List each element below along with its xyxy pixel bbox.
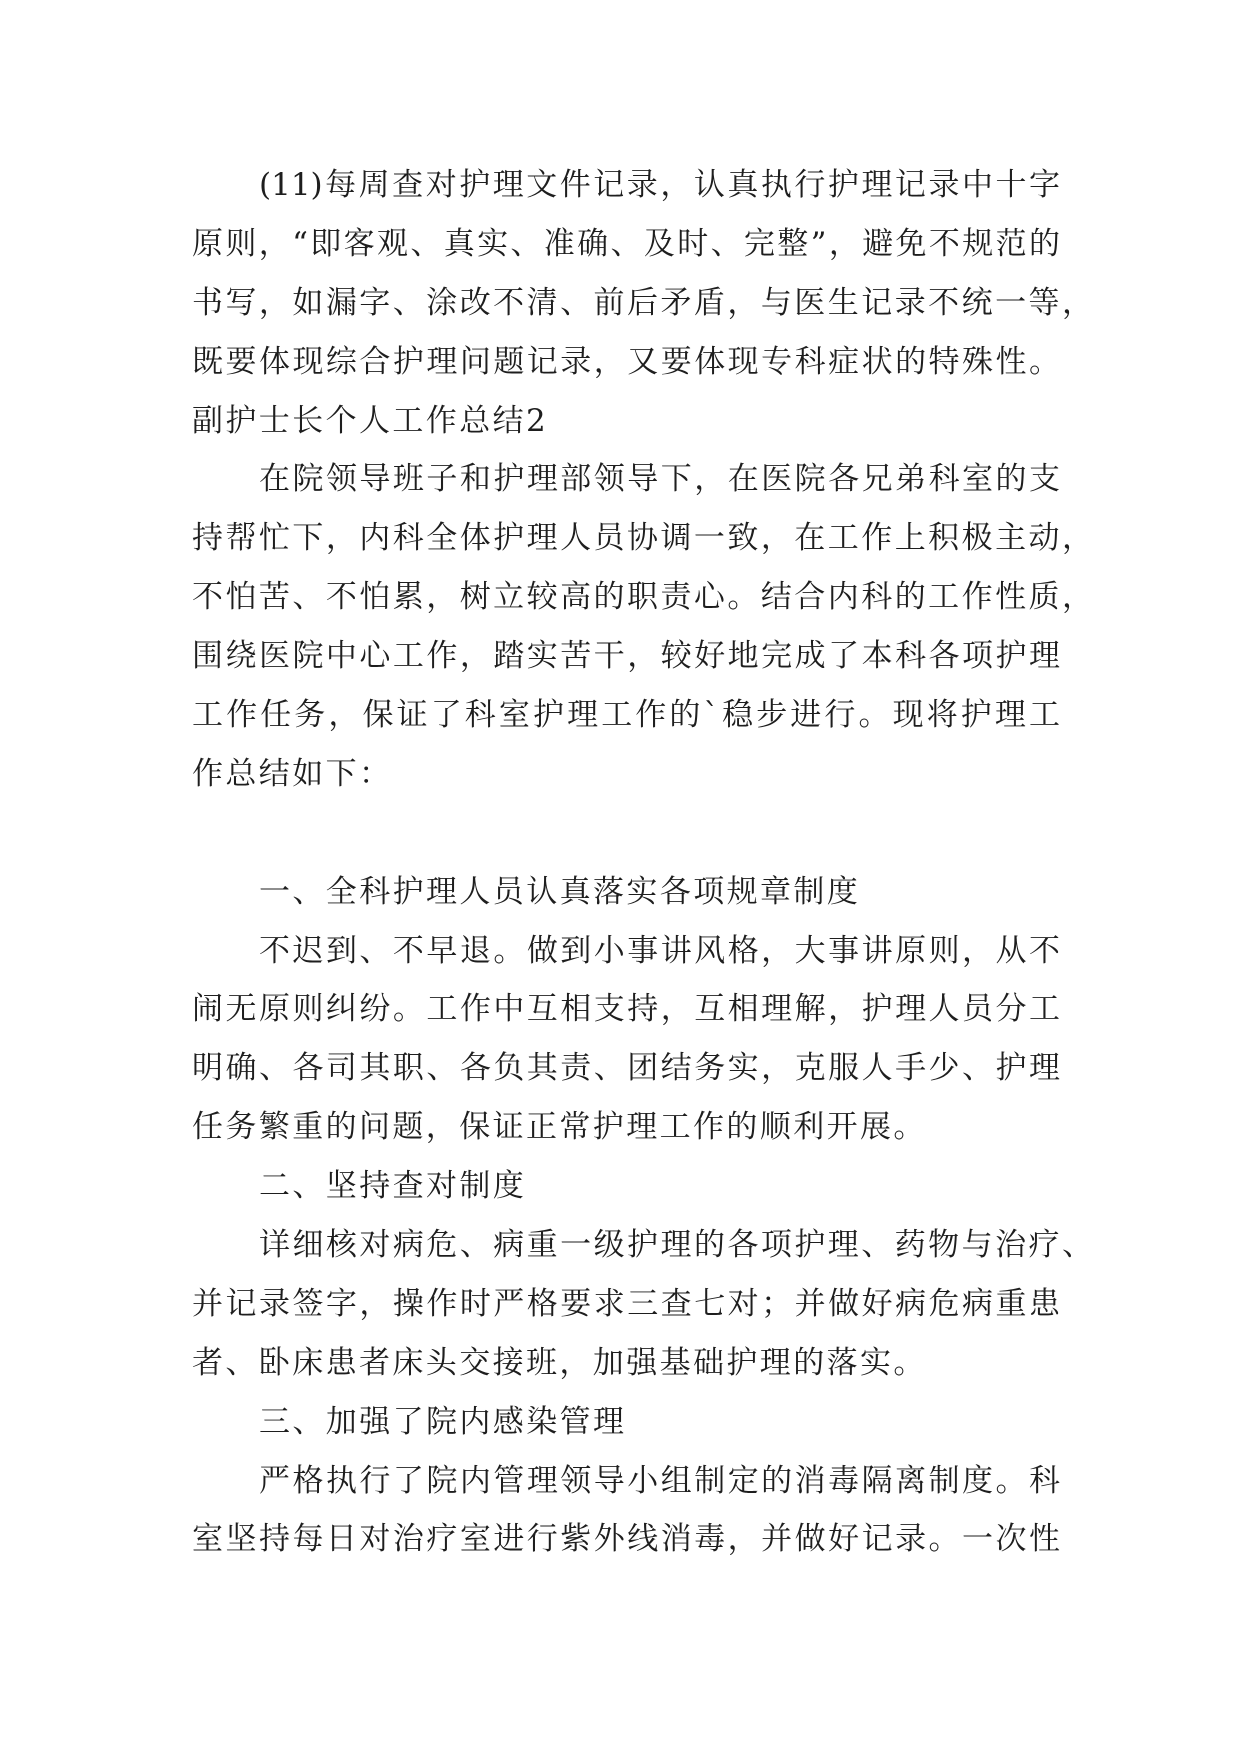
paragraph-line: 不迟到、不早退。做到小事讲风格，大事讲原则，从不 xyxy=(259,932,1060,969)
paragraph-line: 原则，“即客观、真实、准确、及时、完整”，避免不规范的 xyxy=(192,225,1060,262)
paragraph-line: 在院领导班子和护理部领导下，在医院各兄弟科室的支 xyxy=(259,461,1060,498)
paragraph-line: 明确、各司其职、各负其责、团结务实，克服人手少、护理 xyxy=(192,1050,1060,1087)
paragraph-line: 围绕医院中心工作，踏实苦干，较好地完成了本科各项护理 xyxy=(192,638,1060,675)
paragraph-line: 任务繁重的问题，保证正常护理工作的顺利开展。 xyxy=(192,1109,927,1146)
paragraph-line: 不怕苦、不怕累，树立较高的职责心。结合内科的工作性质， xyxy=(192,579,1093,616)
section-heading: 三、加强了院内感染管理 xyxy=(259,1403,627,1440)
section-heading: 二、坚持查对制度 xyxy=(259,1168,527,1205)
paragraph-line: 严格执行了院内管理领导小组制定的消毒隔离制度。科 xyxy=(259,1462,1060,1499)
paragraph-line: 并记录签字，操作时严格要求三查七对；并做好病危病重患 xyxy=(192,1285,1060,1322)
section-heading: 一、全科护理人员认真落实各项规章制度 xyxy=(259,873,861,910)
paragraph-line: (11)每周查对护理文件记录，认真执行护理记录中十字 xyxy=(259,167,1060,203)
paragraph-line: 书写，如漏字、涂改不清、前后矛盾，与医生记录不统一等， xyxy=(192,284,1093,321)
paragraph-line: 作总结如下： xyxy=(192,755,393,792)
blank-line xyxy=(0,804,1241,863)
document-body xyxy=(0,156,1241,1569)
paragraph-line: 既要体现综合护理问题记录，又要体现专科症状的特殊性。 xyxy=(192,343,1060,380)
paragraph-line: 者、卧床患者床头交接班，加强基础护理的落实。 xyxy=(192,1344,927,1381)
paragraph-line: 闹无原则纠纷。工作中互相支持，互相理解，护理人员分工 xyxy=(192,991,1060,1028)
document-heading: 副护士长个人工作总结2 xyxy=(192,402,549,439)
paragraph-line: 持帮忙下，内科全体护理人员协调一致，在工作上积极主动， xyxy=(192,520,1093,557)
paragraph-line: 室坚持每日对治疗室进行紫外线消毒，并做好记录。一次性 xyxy=(192,1521,1060,1558)
paragraph-line: 详细核对病危、病重一级护理的各项护理、药物与治疗、 xyxy=(259,1227,1093,1264)
paragraph-line: 工作任务，保证了科室护理工作的`稳步进行。现将护理工 xyxy=(192,697,1060,734)
